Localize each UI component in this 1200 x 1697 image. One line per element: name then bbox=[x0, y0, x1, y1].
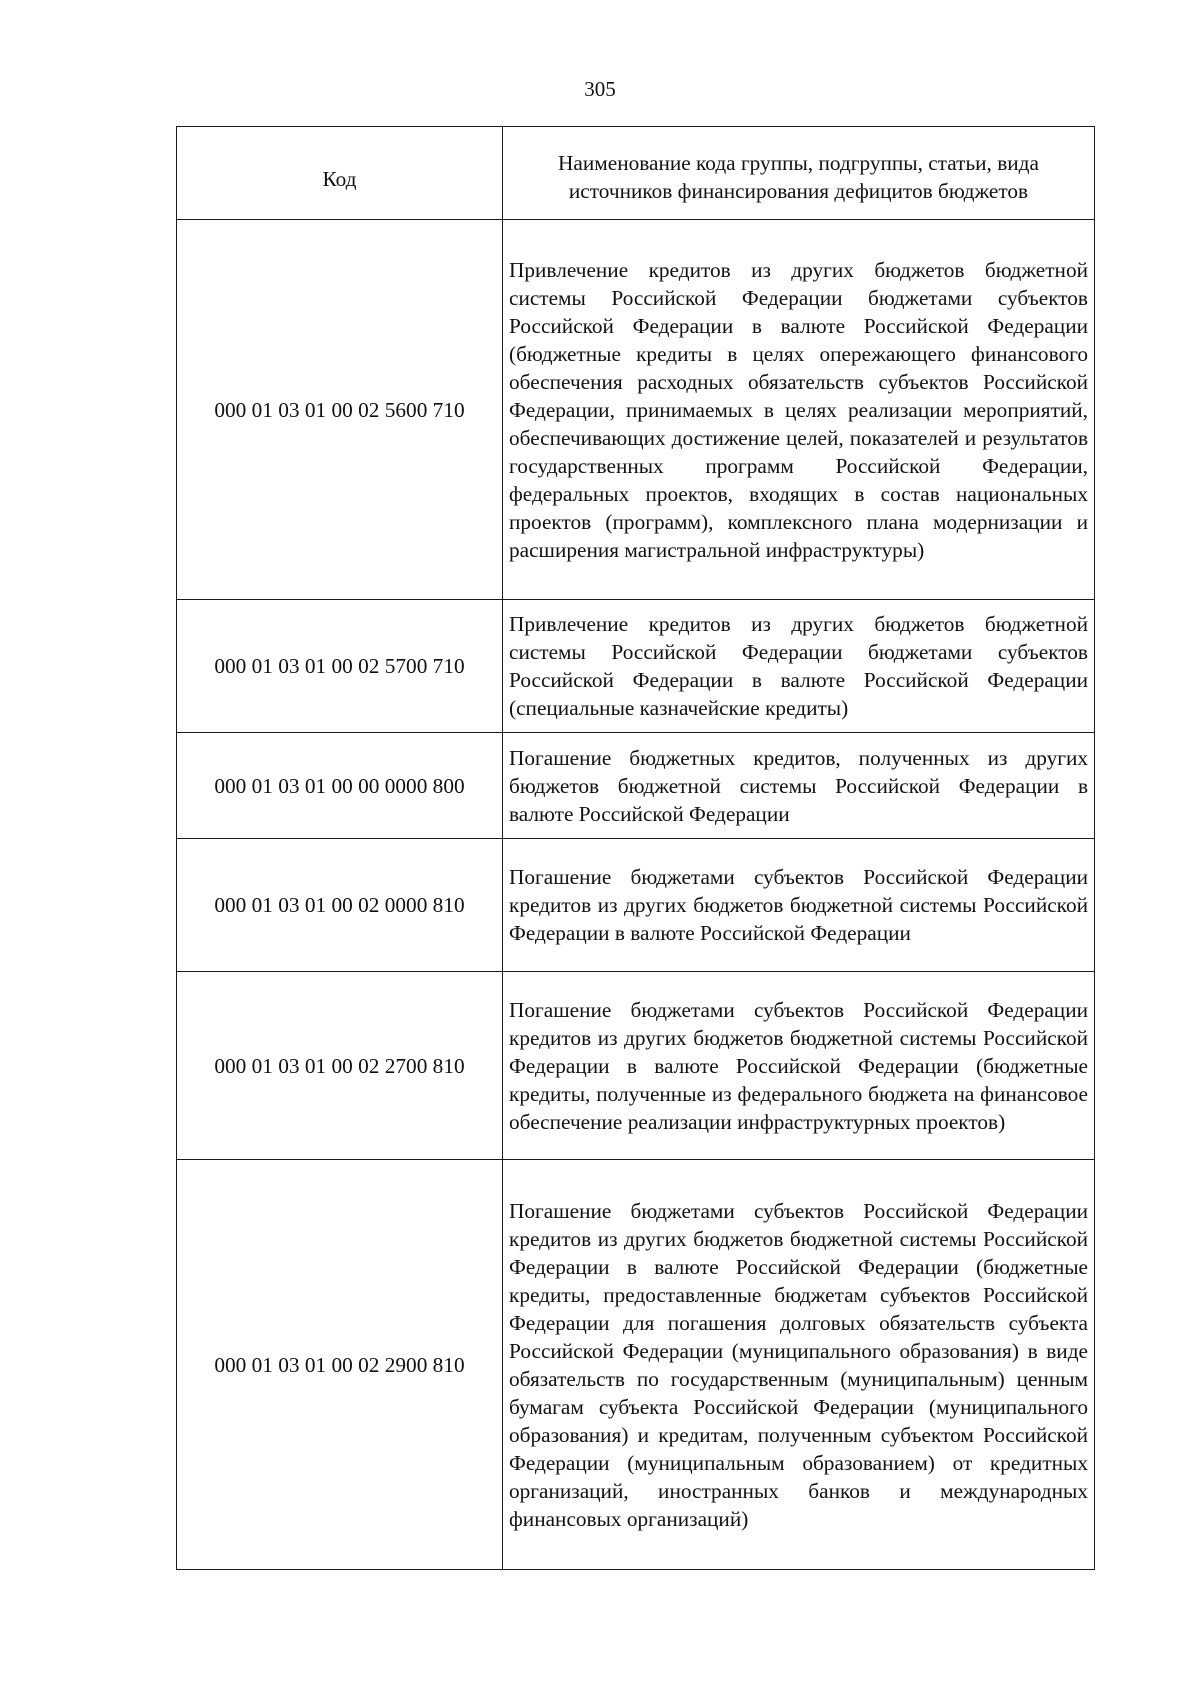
codes-table bbox=[176, 126, 1095, 1570]
page-number: 305 bbox=[584, 77, 616, 101]
row-name: Погашение бюджетами субъектов Российской Федерации кредитов из других бюджетов бюджетной системы Российской Федерации в валюте Российской Федерации (бюджетные кредиты, полученные из федерального бюджета на финансовое обеспечение реализации инфраструктурных проектов) bbox=[503, 972, 1095, 1160]
row-code: 000 01 03 01 00 02 0000 810 bbox=[177, 839, 503, 972]
row-name: Привлечение кредитов из других бюджетов бюджетной системы Российской Федерации бюджетами субъектов Российской Федерации в валюте Российской Федерации (специальные казначейские кредиты) bbox=[503, 600, 1095, 733]
table-row bbox=[177, 1160, 1095, 1570]
row-code: 000 01 03 01 00 02 5700 710 bbox=[177, 600, 503, 733]
table-row bbox=[177, 733, 1095, 839]
row-name: Погашение бюджетами субъектов Российской Федерации кредитов из других бюджетов бюджетной системы Российской Федерации в валюте Российской Федерации (бюджетные кредиты, предоставленные бюджетам субъектов Российской Федерации для погашения долговых обязательств субъекта Российской Федерации (муниципального образования) в виде обязательств по государственным (муниципальным) ценным бумагам субъекта Российской Федерации (муниципального образования) и кредитам, полученным субъектом Российской Федерации (муниципальным образованием) от кредитных организаций, иностранных банков и международных финансовых организаций) bbox=[503, 1160, 1095, 1570]
row-name: Привлечение кредитов из других бюджетов бюджетной системы Российской Федерации бюджетами субъектов Российской Федерации в валюте Российской Федерации (бюджетные кредиты в целях опережающего финансового обеспечения расходных обязательств субъектов Российской Федерации, принимаемых в целях реализации мероприятий, обеспечивающих достижение целей, показателей и результатов государственных программ Российской Федерации, федеральных проектов, входящих в состав национальных проектов (программ), комплексного плана модернизации и расширения магистральной инфраструктуры) bbox=[503, 220, 1095, 600]
table-row bbox=[177, 600, 1095, 733]
header-code: Код bbox=[177, 127, 503, 220]
row-code: 000 01 03 01 00 02 5600 710 bbox=[177, 220, 503, 600]
row-name: Погашение бюджетами субъектов Российской Федерации кредитов из других бюджетов бюджетной системы Российской Федерации в валюте Российской Федерации bbox=[503, 839, 1095, 972]
table-header-row bbox=[177, 127, 1095, 220]
table-row bbox=[177, 220, 1095, 600]
header-name: Наименование кода группы, подгруппы, статьи, вида источников финансирования дефицитов бюджетов bbox=[503, 127, 1095, 220]
row-code: 000 01 03 01 00 02 2700 810 bbox=[177, 972, 503, 1160]
row-name: Погашение бюджетных кредитов, полученных из других бюджетов бюджетной системы Российской Федерации в валюте Российской Федерации bbox=[503, 733, 1095, 839]
table-row bbox=[177, 839, 1095, 972]
row-code: 000 01 03 01 00 00 0000 800 bbox=[177, 733, 503, 839]
row-code: 000 01 03 01 00 02 2900 810 bbox=[177, 1160, 503, 1570]
table-row bbox=[177, 972, 1095, 1160]
